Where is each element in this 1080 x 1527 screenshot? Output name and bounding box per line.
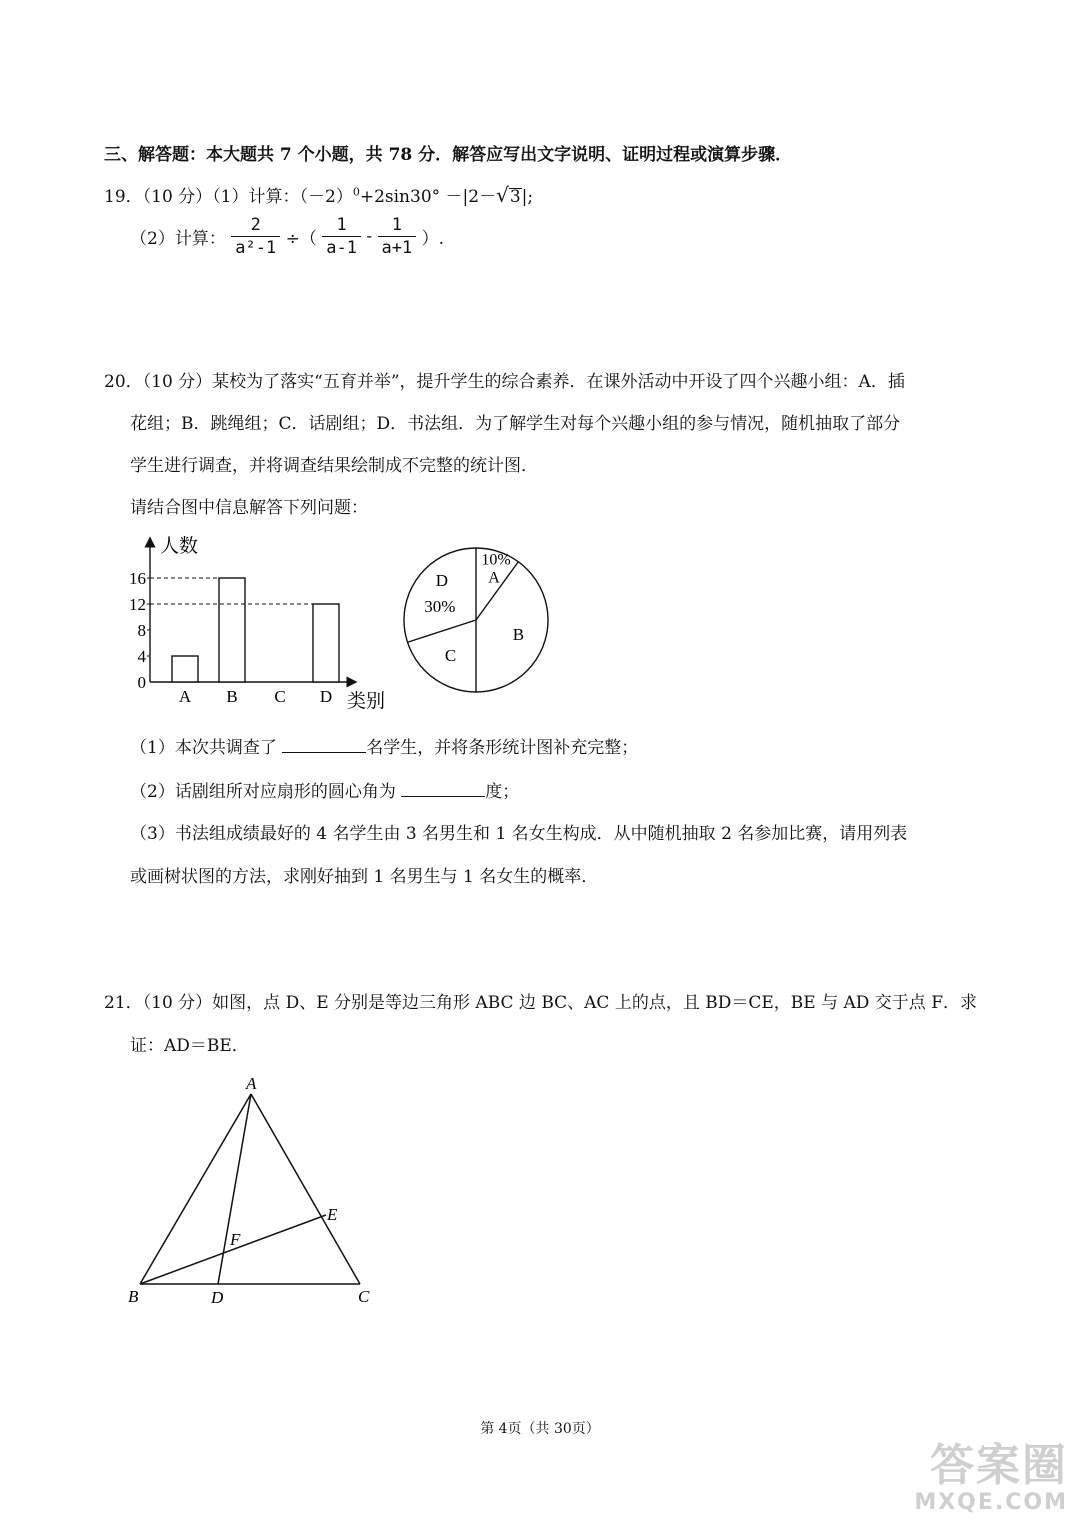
q19-p1-mid: +2sin30° －|2－ (359, 187, 497, 207)
q20-sub1-text: （1）本次共调查了 (130, 738, 283, 758)
x-tick-label: B (226, 687, 238, 706)
label-f: F (230, 1230, 241, 1249)
triangle-diagram (120, 1070, 390, 1310)
section-title: 三、解答题：本大题共 7 个小题，共 78 分．解答应写出文字说明、证明过程或演算步骤． (104, 145, 793, 165)
fraction-denominator: a-1 (326, 238, 357, 258)
page-footer: 第 4页（共 30页） (480, 1421, 600, 1437)
y-tick-label: 0 (137, 673, 146, 692)
q20-sub2-text-end: 度； (485, 782, 520, 802)
pie-label-C: C (444, 645, 457, 665)
fraction-denominator: a+1 (381, 238, 413, 258)
q19-p2-label: （2）计算： (130, 229, 226, 249)
q20-line3: 学生进行调查，并将调查结果绘制成不完整的统计图． (130, 456, 538, 476)
label-c: C (358, 1287, 370, 1306)
q20-line4: 请结合图中信息解答下列问题： (130, 498, 368, 518)
fraction-numerator: 1 (378, 214, 417, 237)
fraction-1 (231, 214, 280, 259)
q19-p1-end: |; (521, 187, 534, 207)
side-ac (251, 1094, 360, 1284)
fraction-numerator: 1 (322, 214, 361, 237)
q20-sub2 (130, 777, 519, 802)
fraction-2 (322, 214, 361, 259)
fraction-numerator: 2 (231, 214, 280, 237)
q19-p1-label: （1）计算：（－2） (212, 187, 353, 207)
x-axis-label: 类别 (347, 691, 386, 712)
q20-line2: 花组；B．跳绳组；C．话剧组；D．书法组．为了解学生对每个兴趣小组的参与情况，随机抽取了部分 (130, 414, 901, 434)
divide-sign: ÷（ (285, 229, 317, 249)
watermark-logo (914, 1442, 1068, 1515)
x-tick-label: C (274, 687, 286, 706)
pie-chart (400, 540, 560, 700)
bar-D (313, 604, 339, 682)
sqrt-symbol: √ (496, 183, 509, 207)
label-b: B (128, 1287, 139, 1306)
fraction-denominator: a²-1 (235, 238, 277, 258)
sqrt-radicand: 3 (509, 187, 521, 207)
x-tick-label: D (319, 687, 333, 706)
exponent: 0 (352, 185, 360, 199)
question-score: （10 分） (142, 187, 213, 207)
q20-line1: 20．（10 分）某校为了落实“五育并举”，提升学生的综合素养．在课外活动中开设了四个兴趣小组：A．插 (104, 372, 905, 392)
watermark-url: MXQE.COM (914, 1490, 1068, 1515)
answer-blank (282, 736, 366, 753)
segment-be (140, 1215, 326, 1284)
q20-sub2-text: （2）话剧组所对应扇形的圆心角为 (130, 782, 402, 802)
pie-label-D: D (435, 570, 449, 590)
q21-line2: 证：AD＝BE． (130, 1036, 249, 1056)
q20-sub3-line2: 或画树状图的方法，求刚好抽到 1 名男生与 1 名女生的概率． (130, 867, 599, 887)
x-tick-label: A (178, 687, 192, 706)
pie-percent-A: 10% (481, 551, 511, 569)
q21-line1: 21．（10 分）如图，点 D、E 分别是等边三角形 ABC 边 BC、AC 上的点，且 BD＝CE，BE 与 AD 交于点 F．求 (104, 993, 977, 1013)
label-e: E (327, 1205, 338, 1224)
watermark-text: 答案圈 (930, 1440, 1068, 1491)
y-tick-label: 12 (129, 595, 146, 614)
q19-part1 (104, 182, 533, 207)
pie-percent-D: 30% (424, 596, 456, 616)
y-tick-label: 4 (137, 647, 146, 666)
y-tick-label: 16 (129, 569, 146, 588)
q20-sub1-text-end: 名学生，并将条形统计图补充完整； (366, 738, 639, 758)
bar-layer (129, 535, 385, 712)
bar-B (219, 578, 245, 682)
minus-sign: - (366, 226, 373, 247)
y-axis-label: 人数 (160, 536, 199, 557)
bar-A (172, 656, 198, 682)
label-d: D (211, 1288, 224, 1307)
question-number: 19． (104, 187, 143, 207)
q19-part2 (130, 214, 444, 259)
label-a: A (246, 1074, 257, 1093)
pie-label-B: B (512, 624, 525, 644)
bar-chart (120, 530, 400, 720)
pie-layer (404, 548, 548, 692)
y-tick-label: 8 (137, 621, 146, 640)
pie-label-A: A (488, 569, 500, 587)
fraction-3 (378, 214, 417, 259)
q20-sub3-line1: （3）书法组成绩最好的 4 名学生由 3 名男生和 1 名女生构成．从中随机抽取 2 名参加比赛，请用列表 (130, 824, 908, 844)
q19-p2-end: ）. (421, 229, 445, 249)
q20-sub1 (130, 733, 638, 758)
answer-blank (401, 780, 485, 797)
